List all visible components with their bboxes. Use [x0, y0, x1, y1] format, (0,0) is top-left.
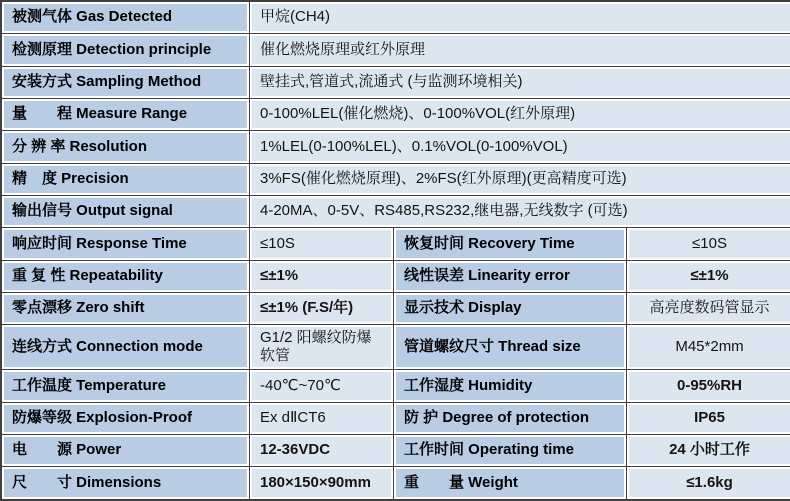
value-explosion-proof: Ex dⅡCT6: [250, 403, 393, 434]
table-row-output-signal: [2, 196, 790, 227]
table-row-precision: [2, 164, 790, 195]
value-detection-principle: 催化燃烧原理或红外原理: [250, 34, 790, 65]
label-weight: 重 量 Weight: [394, 467, 626, 499]
label-power: 电 源 Power: [2, 435, 249, 466]
value-connection-mode: G1/2 阳螺纹防爆软管: [250, 325, 393, 369]
table-row-measure-range: [2, 99, 790, 130]
label-explosion-proof: 防爆等级 Explosion-Proof: [2, 403, 249, 434]
label-gas-detected: 被测气体 Gas Detected: [2, 2, 249, 33]
value-thread-size: M45*2mm: [627, 325, 790, 369]
table-row-explosion-protection: [2, 403, 790, 434]
value-linearity-error: ≤±1%: [627, 261, 790, 292]
label-output-signal: 输出信号 Output signal: [2, 196, 249, 227]
value-temperature: -40℃~70℃: [250, 370, 393, 401]
value-power: 12-36VDC: [250, 435, 393, 466]
value-weight: ≤1.6kg: [627, 467, 790, 499]
table-row-dimensions-weight: [2, 467, 790, 499]
table-row-connection-thread: [2, 325, 790, 369]
table-row-zeroshift-display: [2, 293, 790, 324]
label-dimensions: 尺 寸 Dimensions: [2, 467, 249, 499]
label-linearity-error: 线性误差 Linearity error: [394, 261, 626, 292]
table-row-response-recovery: [2, 228, 790, 259]
value-repeatability: ≤±1%: [250, 261, 393, 292]
label-degree-of-protection: 防 护 Degree of protection: [394, 403, 626, 434]
label-precision: 精 度 Precision: [2, 164, 249, 195]
value-gas-detected: 甲烷(CH4): [250, 2, 790, 33]
value-response-time: ≤10S: [250, 228, 393, 259]
value-operating-time: 24 小时工作: [627, 435, 790, 466]
table-row-detection-principle: [2, 34, 790, 65]
value-precision: 3%FS(催化燃烧原理)、2%FS(红外原理)(更高精度可选): [250, 164, 790, 195]
label-connection-mode: 连线方式 Connection mode: [2, 325, 249, 369]
label-measure-range: 量 程 Measure Range: [2, 99, 249, 130]
label-zero-shift: 零点漂移 Zero shift: [2, 293, 249, 324]
label-temperature: 工作温度 Temperature: [2, 370, 249, 401]
value-resolution: 1%LEL(0-100%LEL)、0.1%VOL(0-100%VOL): [250, 131, 790, 162]
value-dimensions: 180×150×90mm: [250, 467, 393, 499]
table-row-repeatability-linearity: [2, 261, 790, 292]
value-degree-of-protection: IP65: [627, 403, 790, 434]
label-display: 显示技术 Display: [394, 293, 626, 324]
label-response-time: 响应时间 Response Time: [2, 228, 249, 259]
value-zero-shift: ≤±1% (F.S/年): [250, 293, 393, 324]
label-humidity: 工作湿度 Humidity: [394, 370, 626, 401]
table-row-gas-detected: [2, 2, 790, 33]
table-row-power-operating-time: [2, 435, 790, 466]
label-resolution: 分 辨 率 Resolution: [2, 131, 249, 162]
label-detection-principle: 检测原理 Detection principle: [2, 34, 249, 65]
label-sampling-method: 安装方式 Sampling Method: [2, 67, 249, 98]
value-output-signal: 4-20MA、0-5V、RS485,RS232,继电器,无线数字 (可选): [250, 196, 790, 227]
value-recovery-time: ≤10S: [627, 228, 790, 259]
value-measure-range: 0-100%LEL(催化燃烧)、0-100%VOL(红外原理): [250, 99, 790, 130]
value-display: 高亮度数码管显示: [627, 293, 790, 324]
label-operating-time: 工作时间 Operating time: [394, 435, 626, 466]
label-repeatability: 重 复 性 Repeatability: [2, 261, 249, 292]
value-sampling-method: 壁挂式,管道式,流通式 (与监测环境相关): [250, 67, 790, 98]
table-row-temperature-humidity: [2, 370, 790, 401]
table-row-resolution: [2, 131, 790, 162]
table-row-sampling-method: [2, 67, 790, 98]
label-recovery-time: 恢复时间 Recovery Time: [394, 228, 626, 259]
value-humidity: 0-95%RH: [627, 370, 790, 401]
label-thread-size: 管道螺纹尺寸 Thread size: [394, 325, 626, 369]
